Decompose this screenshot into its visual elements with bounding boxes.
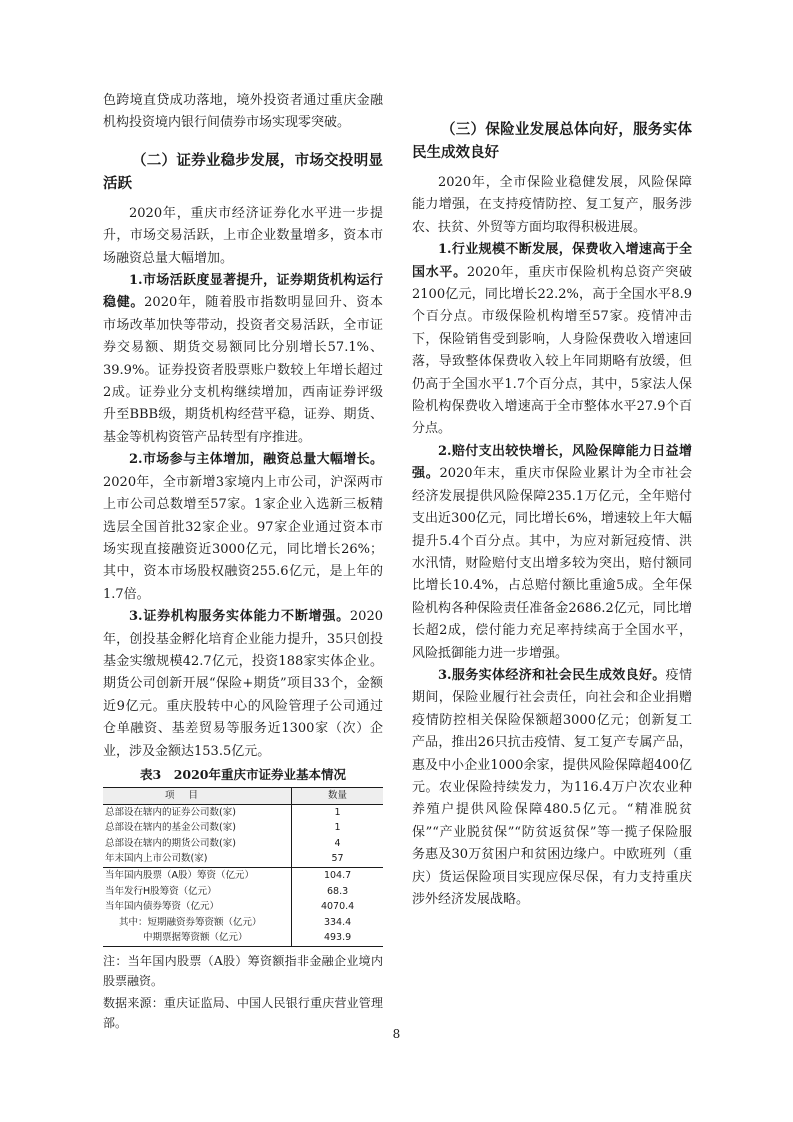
insurance-lead-paragraph: 2020年，全市保险业稳健发展，风险保障能力增强，在支持疫情防控、复工复产，服务涉农、扶贫、外贸等方面均取得积极进展。: [412, 175, 692, 235]
data-source: 数据来源：重庆证监局、中国人民银行重庆营业管理部。: [103, 995, 383, 1030]
row-label: 总部设在辖内的证券公司数(家): [105, 806, 236, 818]
table-row: [103, 836, 383, 852]
table-row: [103, 899, 383, 915]
securities-lead-paragraph: 2020年，重庆市经济证券化水平进一步提升，市场交易活跃，上市企业数量增多，资本市场融资总量大幅增加。: [103, 205, 383, 266]
paragraph-text: 疫情期间，保险业履行社会责任，向社会和企业捐赠疫情防控相关保险保额超3000亿元；创新复工产品，推出26只抗击疫情、复工复产专属产品，惠及中小企业1000余家，提供风险保障超400亿元。农业保险持续发力，为116.4万户次农业种养殖户提供风险保障480.5亿元。“精准脱贫保”“产业脱贫保”“防贫返贫保”等一揽子保险服务惠及30万贫困户和贫困边缘户。中欧班列（重庆）货运保险项目实现应保尽保，有力支持重庆涉外经济发展战略。: [412, 667, 692, 907]
row-label: 当年国内股票（A股）筹资（亿元）: [103, 867, 292, 883]
paragraph-text: 2020年，重庆市保险机构总资产突破2100亿元，同比增长22.2%，高于全国水平8.9个百分点。市级保险机构增至57家。疫情冲击下，保险销售受到影响，人身险保费收入增速回落，导致整体保费收入较上年同期略有放缓，但仍高于全国水平1.7个百分点，其中，5家法人保险机构保费收入增速高于全市整体水平27.9个百分点。: [412, 264, 692, 437]
paragraph-bold-lead: 3.证券机构服务实体能力不断增强。: [129, 609, 350, 625]
page-number: 8: [392, 1027, 401, 1041]
insurance-paragraph-1: [412, 239, 692, 441]
table-header-row: [103, 787, 383, 804]
paragraph-bold-lead: 1.市场活跃度显著提升，证券期货机构运行稳健。: [103, 273, 383, 311]
column-header-quantity: 数量: [292, 787, 383, 804]
paragraph-bold-lead: 2.市场参与主体增加，融资总量大幅增长。: [129, 452, 383, 468]
left-column: [103, 90, 383, 1033]
securities-table: [103, 787, 383, 947]
row-value: 4070.4: [292, 899, 383, 915]
row-label: 中期票据筹资额（亿元）: [103, 930, 292, 946]
insurance-paragraph-3: [412, 665, 692, 911]
paragraph-text: 2020年末，重庆市保险业累计为全市社会经济发展提供风险保障235.1万亿元，全年赔付支出近300亿元，同比增长6%，增速较上年大幅提升5.4个百分点。其中，为应对新冠疫情、洪水汛情，财险赔付支出增多较为突出，赔付额同比增长10.4%，占总赔付额比重逾5成。全年保险机构各种保险责任准备金2686.2亿元，同比增长超2成，偿付能力充足率持续高于全国水平，风险抵御能力进一步增强。: [412, 466, 692, 661]
row-label: 总部设在辖内的期货公司数(家): [105, 837, 236, 849]
row-value: 104.7: [292, 867, 383, 883]
table-row: [103, 804, 383, 820]
row-label: 当年国内债券筹资（亿元）: [105, 901, 220, 913]
section-heading-insurance: （三）保险业发展总体向好，服务实体民生成效良好: [412, 121, 692, 161]
table-row: [103, 820, 383, 836]
paragraph-bold-lead: 3.服务实体经济和社会民生成效良好。: [438, 667, 666, 683]
row-label: 当年发行H股筹资（亿元）: [105, 885, 217, 897]
table-caption: 表3 2020年重庆市证券业基本情况: [140, 766, 346, 782]
insurance-paragraph-2: [412, 441, 692, 665]
row-label: 其中：短期融资券筹资额（亿元）: [119, 916, 262, 928]
row-value: 493.9: [292, 930, 383, 946]
table-note: 注：当年国内股票（A股）筹资额指非金融企业境内股票融资。: [103, 953, 383, 988]
securities-paragraph-2: [103, 449, 383, 606]
row-value: 68.3: [292, 884, 383, 900]
table-row: [103, 930, 383, 946]
paragraph-bold-lead: 1.行业规模不断发展，保费收入增速高于全国水平。: [412, 242, 692, 280]
securities-paragraph-3: [103, 606, 383, 763]
row-value: 4: [292, 836, 383, 852]
row-value: 1: [292, 804, 383, 820]
intro-paragraph: 色跨境直贷成功落地，境外投资者通过重庆金融机构投资境内银行间债券市场实现零突破。: [103, 93, 383, 131]
row-value: 334.4: [292, 915, 383, 931]
paragraph-bold-lead: 2.赔付支出较快增长，风险保障能力日益增强。: [412, 443, 692, 482]
row-label: 年末国内上市公司数(家): [105, 853, 208, 865]
paragraph-text: 2020年，全市新增3家境内上市公司，沪深两市上市公司总数增至57家。1家企业入选新三板精选层全国首批32家企业。97家企业通过资本市场实现直接融资近3000亿元，同比增长26%；其中，资本市场股权融资255.6亿元，是上年的1.7倍。: [103, 474, 383, 602]
table-row: [103, 884, 383, 900]
table-row: [103, 851, 383, 867]
paragraph-text: 2020年，随着股市指数明显回升、资本市场改革加快等带动，投资者交易活跃，全市证券交易额、期货交易额同比分别增长57.1%、39.9%。证券投资者股票账户数较上年增长超过2成。证券业分支机构继续增加，西南证券评级升至BBB级，期货机构经营平稳，证券、期货、基金等机构资管产品转型有序推进。: [103, 295, 383, 445]
right-column: [412, 118, 692, 911]
paragraph-text: 2020年，创投基金孵化培育企业能力提升，35只创投基金实缴规模42.7亿元，投资188家实体企业。期货公司创新开展“保险+期货”项目33个，金额近9亿元。重庆股转中心的风险管理子公司通过仓单融资、基差贸易等服务近1300家（次）企业，涉及金额达153.5亿元。: [103, 609, 383, 759]
table-row: [103, 915, 383, 931]
row-value: 57: [292, 851, 383, 867]
column-header-item: 项目: [103, 787, 292, 804]
securities-paragraph-1: [103, 270, 383, 449]
table-row: [103, 867, 383, 883]
section-heading-securities: （二）证券业稳步发展，市场交投明显活跃: [103, 151, 383, 192]
row-value: 1: [292, 820, 383, 836]
row-label: 总部设在辖内的基金公司数(家): [105, 822, 236, 834]
